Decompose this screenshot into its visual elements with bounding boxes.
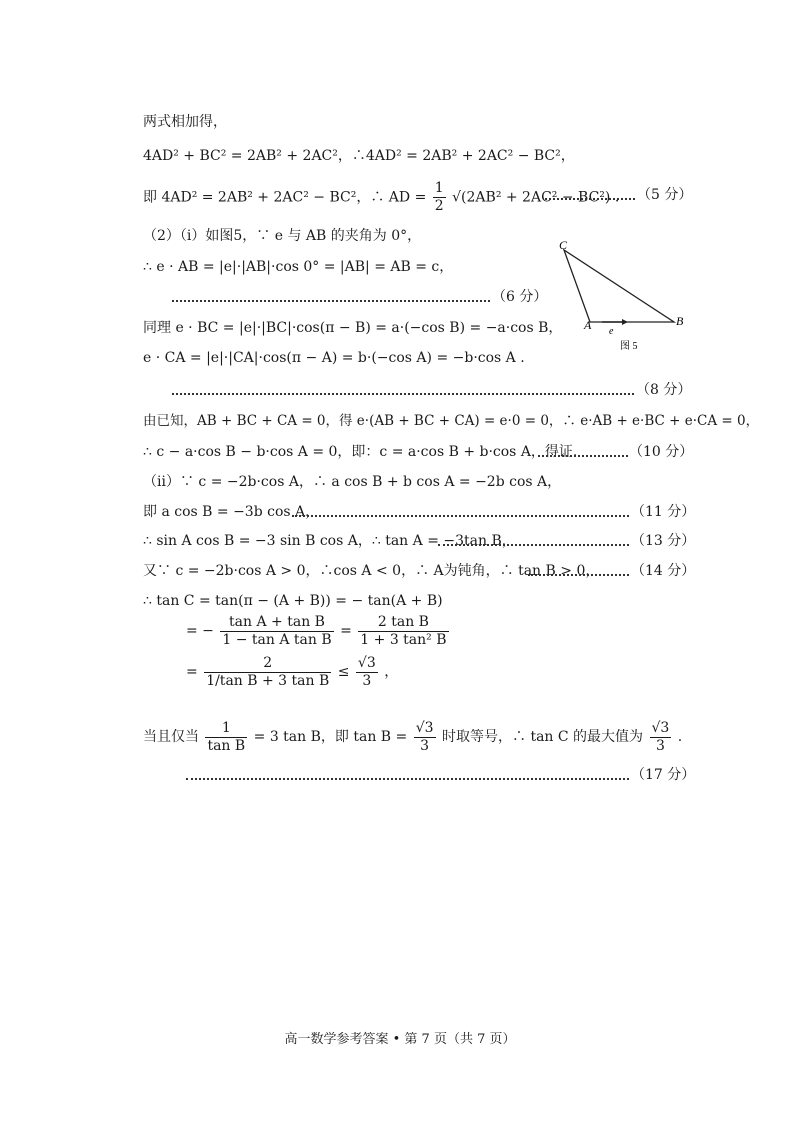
text-line-17-mid2: 时取等号，∴ tan C 的最大值为 <box>442 729 644 745</box>
text-line-16 <box>186 652 398 692</box>
text-line-2: 4AD² + BC² = 2AB² + 2AC²，∴4AD² = 2AB² + 2AC² − BC²， <box>143 148 575 164</box>
text-line-14: ∴ tan C = tan(π − (A + B)) = − tan(A + B) <box>143 593 443 609</box>
text-line-4: （2）（ⅰ）如图5，∵ e 与 AB 的夹角为 0°， <box>143 228 422 244</box>
score-11: （11 分） <box>631 504 696 520</box>
fraction-den: 1/tan B + 3 tan B <box>206 672 330 689</box>
fraction-sqrt3 <box>414 720 436 755</box>
fraction-den: 3 <box>655 737 665 754</box>
score-17: （17 分） <box>631 767 696 783</box>
fraction-num: 1 <box>205 720 247 738</box>
dot-leader <box>172 393 634 395</box>
fraction-num: √3 <box>415 719 434 736</box>
fraction-den: 1 − tan A tan B <box>222 631 332 648</box>
label-e: e <box>609 326 614 337</box>
period: . <box>677 729 683 745</box>
text-line-1: 两式相加得， <box>143 114 227 130</box>
text-line-15 <box>186 612 451 650</box>
fraction-half-num: 1 <box>434 180 444 196</box>
dot-leader <box>292 515 629 517</box>
dot-leader <box>172 300 490 302</box>
dot-leader <box>538 455 628 457</box>
dot-leader <box>438 544 629 546</box>
fraction-num: √3 <box>651 719 670 736</box>
text-line-13: 又∵ c = −2b·cos A > 0，∴cos A < 0，∴ A为钝角，∴ tan B > 0， <box>143 563 600 579</box>
comma: ， <box>384 664 399 680</box>
score-5: （5 分） <box>637 187 693 203</box>
fraction-num: 2 tan B <box>358 614 448 632</box>
fraction-sqrt3 <box>650 720 672 755</box>
fraction-tan-sum <box>220 614 333 649</box>
fraction-den: tan B <box>207 737 246 754</box>
fraction-half-den: 2 <box>434 198 444 214</box>
text-line-17 <box>143 718 682 756</box>
triangle-figure <box>550 232 700 357</box>
dot-leader <box>186 778 629 780</box>
text-line-10: （ⅱ）∵ c = −2b·cos A，∴ a cos B + b cos A = −2b cos A， <box>143 474 562 490</box>
fraction-num: tan A + tan B <box>220 614 333 632</box>
fraction-one-over-tanb <box>205 720 247 755</box>
fraction-num: √3 <box>357 654 376 671</box>
text-line-11: 即 a cos B = −3b cos A， <box>143 504 320 520</box>
fraction-num: 2 <box>204 655 331 673</box>
dot-leader <box>528 574 629 576</box>
text-line-17-pre: 当且仅当 <box>143 729 199 745</box>
arrow-head-icon <box>622 319 628 325</box>
text-line-12: ∴ sin A cos B = −3 sin B cos A，∴ tan A = −3tan B， <box>143 533 516 549</box>
figure-caption: 图 5 <box>620 341 638 352</box>
score-10: （10 分） <box>629 444 694 460</box>
text-line-17-mid: = 3 tan B，即 tan B = <box>253 729 408 745</box>
score-14: （14 分） <box>631 563 696 579</box>
label-c: C <box>559 238 568 252</box>
eq-sign: = − <box>186 623 214 639</box>
text-line-7: e · CA = |e|·|CA|·cos(π − A) = b·(−cos A) = −b·cos A . <box>143 350 525 366</box>
fraction-half <box>433 180 446 215</box>
text-line-6: 同理 e · BC = |e|·|BC|·cos(π − B) = a·(−cos B) = −a·cos B， <box>143 320 563 336</box>
fraction-two <box>204 655 331 690</box>
dot-leader <box>545 198 635 200</box>
page-footer: 高一数学参考答案 • 第 7 页（共 7 页） <box>284 1032 516 1047</box>
score-6: （6 分） <box>492 289 548 305</box>
fraction-tan-b <box>358 614 448 649</box>
score-13: （13 分） <box>631 533 696 549</box>
fraction-sqrt3 <box>356 655 378 690</box>
triangle-abc <box>564 250 674 322</box>
fraction-den: 1 + 3 tan² B <box>360 631 447 648</box>
score-8: （8 分） <box>636 382 692 398</box>
label-a: A <box>584 318 592 332</box>
text-line-9: ∴ c − a·cos B − b·cos A = 0，即：c = a·cos B + b·cos A，得证. <box>143 444 578 460</box>
fraction-den: 3 <box>420 737 430 754</box>
eq-sign: = <box>186 664 198 680</box>
text-line-5: ∴ e · AB = |e|·|AB|·cos 0° = |AB| = AB = c， <box>143 259 454 275</box>
text-line-8: 由已知，AB + BC + CA = 0，得 e·(AB + BC + CA) = e·0 = 0，∴ e·AB + e·BC + e·CA = 0， <box>143 413 760 429</box>
label-b: B <box>676 314 684 328</box>
le-sign: ≤ <box>337 664 350 680</box>
fraction-den: 3 <box>362 672 372 689</box>
text-line-3-post: √(2AB² + 2AC² − BC²) . <box>452 189 620 206</box>
eq-sign: = <box>340 623 352 639</box>
text-line-3-pre: 即 4AD² = 2AB² + 2AC² − BC²，∴ AD = <box>143 189 427 206</box>
